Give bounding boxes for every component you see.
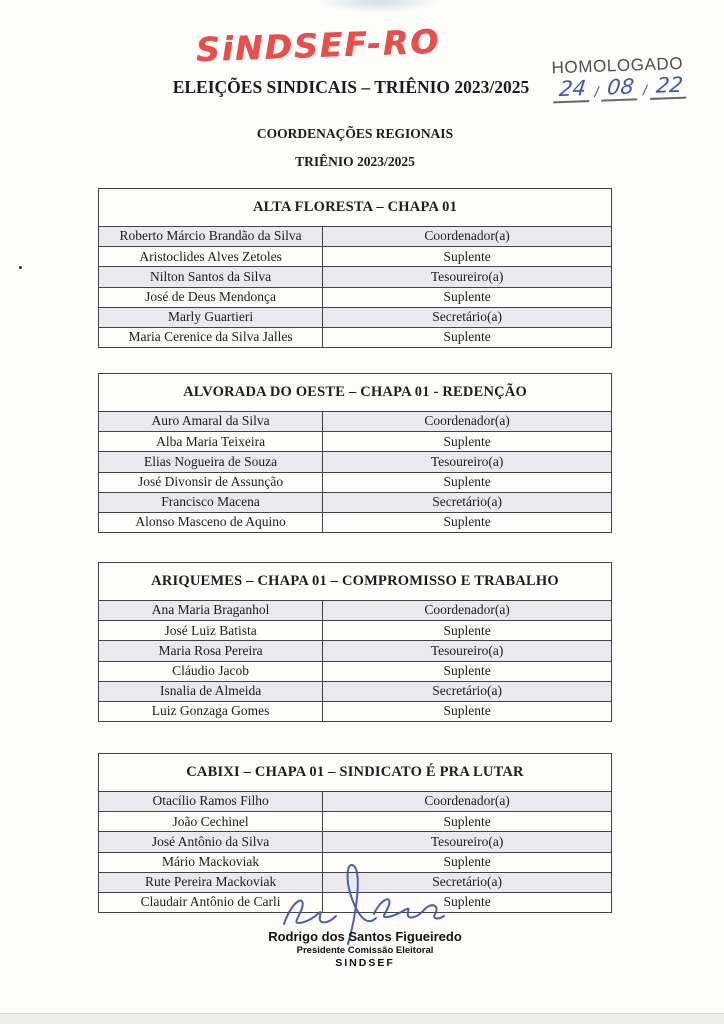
member-name: Luiz Gonzaga Gomes	[99, 701, 323, 721]
member-role: Suplente	[323, 327, 612, 347]
member-name: José de Deus Mendonça	[99, 287, 323, 307]
table-row	[99, 492, 612, 512]
member-role: Tesoureiro(a)	[323, 267, 612, 287]
member-name: Francisco Macena	[99, 492, 323, 512]
member-role: Suplente	[323, 472, 612, 492]
table-row	[99, 227, 612, 247]
member-role: Suplente	[323, 512, 612, 532]
homologado-stamp-date	[554, 72, 688, 104]
member-role: Suplente	[323, 432, 612, 452]
stamp-date-day: 24	[553, 78, 592, 103]
member-role: Coordenador(a)	[323, 792, 612, 812]
table-title: ALTA FLORESTA – CHAPA 01	[99, 189, 612, 227]
signature-stamp-block	[215, 929, 515, 969]
member-name: José Divonsir de Assunção	[99, 472, 323, 492]
table-title: ARIQUEMES – CHAPA 01 – COMPROMISSO E TRABALHO	[99, 563, 612, 601]
homologado-stamp-label: HOMOLOGADO	[551, 53, 684, 78]
document-subtitle-trienio: TRIÊNIO 2023/2025	[295, 154, 415, 169]
stamp-date-separator: /	[642, 83, 648, 99]
signer-name: Rodrigo dos Santos Figueiredo	[268, 929, 462, 944]
member-role: Suplente	[323, 287, 612, 307]
member-role: Coordenador(a)	[323, 601, 612, 621]
table-row	[99, 412, 612, 432]
member-name: João Cechinel	[99, 812, 323, 832]
member-name: Mário Mackoviak	[99, 852, 323, 872]
member-role: Secretário(a)	[323, 307, 612, 327]
member-role: Secretário(a)	[323, 492, 612, 512]
table-header-row	[99, 189, 612, 227]
scan-artifact-smudge	[316, 0, 440, 13]
member-role: Secretário(a)	[323, 681, 612, 701]
table-row	[99, 812, 612, 832]
member-role: Suplente	[323, 892, 612, 912]
table-title: ALVORADA DO OESTE – CHAPA 01 - REDENÇÃO	[99, 374, 612, 412]
table-row	[99, 287, 612, 307]
table-row	[99, 512, 612, 532]
table-row	[99, 472, 612, 492]
member-role: Tesoureiro(a)	[323, 641, 612, 661]
table-row	[99, 832, 612, 852]
table-row	[99, 792, 612, 812]
member-role: Secretário(a)	[323, 872, 612, 892]
table-row	[99, 307, 612, 327]
member-role: Suplente	[323, 621, 612, 641]
member-name: Alba Maria Teixeira	[99, 432, 323, 452]
member-name: Cláudio Jacob	[99, 661, 323, 681]
member-name: Roberto Márcio Brandão da Silva	[99, 227, 323, 247]
member-name: Ana Maria Braganhol	[99, 601, 323, 621]
table-header-row	[99, 563, 612, 601]
stamp-date-month: 08	[602, 76, 641, 101]
table-row	[99, 661, 612, 681]
table-row	[99, 601, 612, 621]
table-row	[99, 681, 612, 701]
table-alvorada-do-oeste	[98, 373, 612, 533]
table-row	[99, 247, 612, 267]
table-row	[99, 267, 612, 287]
table-row	[99, 452, 612, 472]
member-name: Nilton Santos da Silva	[99, 267, 323, 287]
stamp-date-separator: /	[594, 84, 600, 100]
member-name: Maria Cerenice da Silva Jalles	[99, 327, 323, 347]
table-header-row	[99, 374, 612, 412]
member-role: Tesoureiro(a)	[323, 832, 612, 852]
signer-organization: SINDSEF	[335, 957, 395, 969]
document-subtitle-coordenacoes: COORDENAÇÕES REGIONAIS	[256, 126, 454, 141]
member-role: Tesoureiro(a)	[323, 452, 612, 472]
member-name: Maria Rosa Pereira	[99, 641, 323, 661]
member-role: Coordenador(a)	[323, 227, 612, 247]
member-name: José Antônio da Silva	[99, 832, 323, 852]
sindsef-ro-logo: SiNDSEF-RO	[195, 21, 441, 70]
member-name: Rute Pereira Mackoviak	[99, 872, 323, 892]
table-alta-floresta	[98, 188, 612, 348]
stamp-date-year: 22	[650, 75, 689, 100]
member-name: José Luiz Batista	[99, 621, 323, 641]
table-ariquemes	[98, 562, 612, 722]
member-name: Aristoclides Alves Zetoles	[99, 247, 323, 267]
member-name: Otacílio Ramos Filho	[99, 792, 323, 812]
member-role: Suplente	[323, 812, 612, 832]
member-name: Elias Nogueira de Souza	[99, 452, 323, 472]
homologado-stamp	[551, 54, 687, 104]
member-name: Marly Guartieri	[99, 307, 323, 327]
table-row	[99, 641, 612, 661]
table-header-row	[99, 754, 612, 792]
member-name: Isnalia de Almeida	[99, 681, 323, 701]
signer-role: Presidente Comissão Eleitoral	[296, 945, 434, 956]
member-role: Suplente	[323, 661, 612, 681]
member-name: Auro Amaral da Silva	[99, 412, 323, 432]
table-row	[99, 621, 612, 641]
member-role: Suplente	[323, 701, 612, 721]
document-title: ELEIÇÕES SINDICAIS – TRIÊNIO 2023/2025	[172, 77, 530, 97]
member-role: Suplente	[323, 852, 612, 872]
table-title: CABIXI – CHAPA 01 – SINDICATO É PRA LUTAR	[99, 754, 612, 792]
table-row	[99, 701, 612, 721]
scan-edge-band	[0, 1013, 724, 1024]
member-role: Coordenador(a)	[323, 412, 612, 432]
table-row	[99, 327, 612, 347]
member-name: Alonso Masceno de Aquino	[99, 512, 323, 532]
member-name: Claudair Antônio de Carli	[99, 892, 323, 912]
scan-artifact-dot	[19, 266, 22, 269]
member-role: Suplente	[323, 247, 612, 267]
table-row	[99, 432, 612, 452]
